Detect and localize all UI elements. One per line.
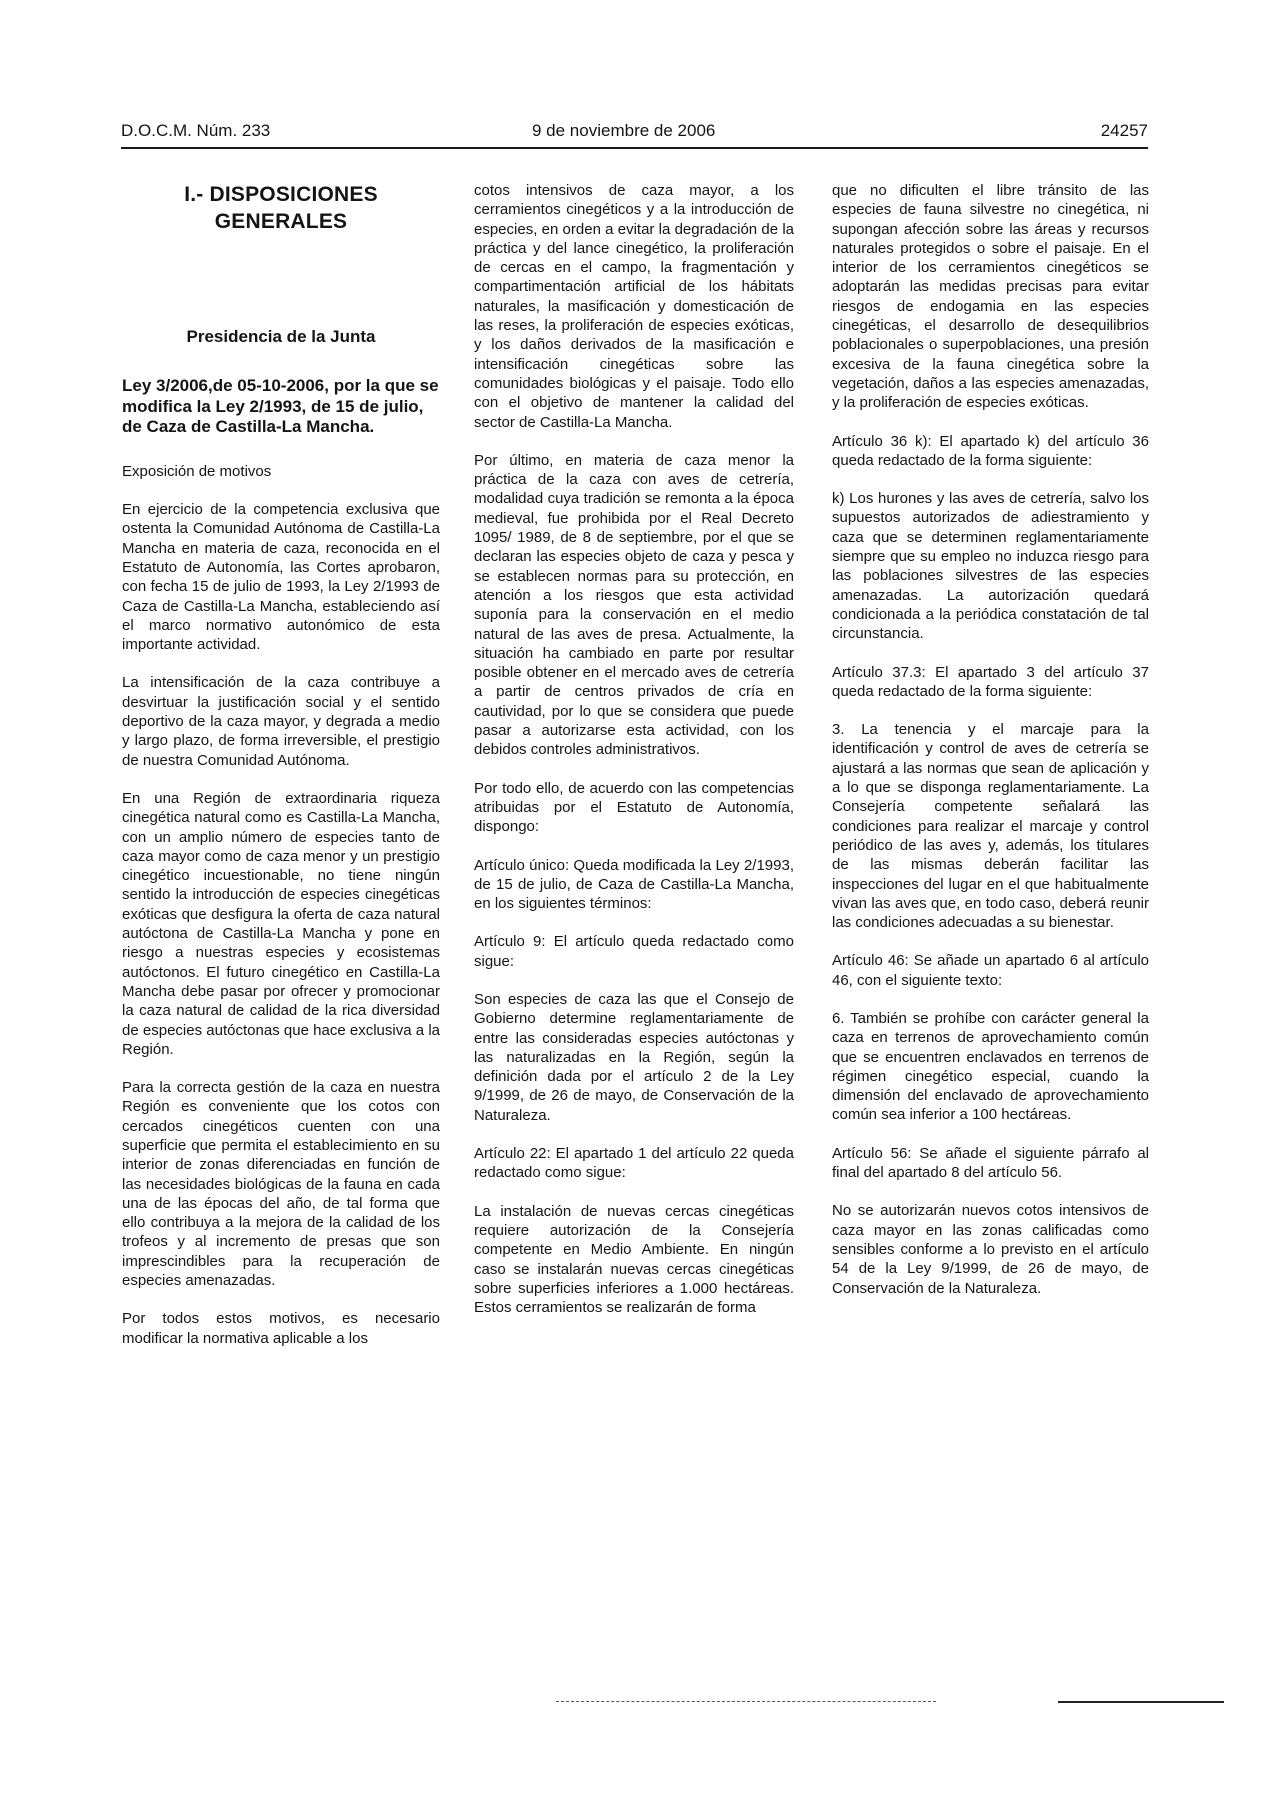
article-heading: Artículo 56: Se añade el siguiente párrafo al final del apartado 8 del artículo 56. xyxy=(832,1144,1149,1182)
paragraph: Para la correcta gestión de la caza en nuestra Región es conveniente que los cotos con cercados cinegéticos cuenten con una superficie que permita el establecimiento en su interior de zonas diferenciadas en función de las necesidades biológicas de la fauna en cada una de las épocas del año, de tal forma que ello contribuya a la mejora de la calidad de los trofeos y al incremento de presas que son imprescindibles para la recuperación de especies amenazadas. xyxy=(122,1079,440,1290)
page-header xyxy=(121,121,1148,149)
paragraph: que no dificulten el libre tránsito de las especies de fauna silvestre no cinegética, ni supongan afección sobre las áreas y recursos naturales protegidos o sobre el paisaje. En el interior de los cerramientos cinegéticos se adoptarán las medidas precisas para evitar riesgos de endogamia en las especies cinegéticas, el desarrollo de desequilibrios poblacionales o superpoblaciones, una presión excesiva de la fauna cinegética sobre la vegetación, daños a las especies amenazadas, y la proliferación de especies exóticas. xyxy=(832,182,1149,412)
paragraph: k) Los hurones y las aves de cetrería, salvo los supuestos autorizados de adiestramiento y caza que se determinen reglamentariamente siempre que su empleo no induzca riesgo para las poblaciones silvestres de las especies amenazadas. La autorización quedará condicionada a la periódica constatación de tal circunstancia. xyxy=(832,490,1149,643)
page-number: 24257 xyxy=(1100,121,1148,140)
footer-divider xyxy=(1058,1701,1224,1705)
issuer-heading: Presidencia de la Junta xyxy=(186,327,376,346)
article-heading: Artículo 36 k): El apartado k) del artículo 36 queda redactado de la forma siguiente: xyxy=(832,432,1149,469)
publication-date: 9 de noviembre de 2006 xyxy=(532,121,716,140)
section-title: I.- DISPOSICIONES GENERALES xyxy=(184,183,378,233)
paragraph: En una Región de extraordinaria riqueza cinegética natural como es Castilla-La Mancha, con un amplio número de especies tanto de caza mayor como de caza menor y un prestigio cinegético incuestionable, no tiene ningún sentido la introducción de especies cinegéticas exóticas que desfigura la oferta de caza natural autóctona de Castilla-La Mancha y pone en riesgo a nuestras especies y ecosistemas autóctonos. El futuro cinegético en Castilla-La Mancha debe pasar por ofrecer y promocionar la caza natural de calidad de la rica diversidad de especies autóctonas que hace exclusiva a la Región. xyxy=(122,789,440,1058)
paragraph: Por último, en materia de caza menor la práctica de la caza con aves de cetrería, modalidad cuya tradición se remonta a la época medieval, fue prohibida por el Real Decreto 1095/ 1989, de 8 de septiembre, por el que se declaran las especies objeto de caza y pesca y se establecen normas para su protección, en atención a los riesgos que esta actividad suponía para la conservación en el medio natural de las aves de presa. Actualmente, la situación ha cambiado en parte por resultar posible obtener en el mercado aves de cetrería a partir de centros privados de cría en cautividad, por lo que se considera que puede pasar a autorizarse esta actividad, con los debidos controles administrativos. xyxy=(474,451,794,759)
paragraph: 6. También se prohíbe con carácter general la caza en terrenos de aprovechamiento común que se encuentren enclavados en terrenos de régimen cinegético especial, cuando la dimensión del enclavado de aprovechamiento común sea inferior a 100 hectáreas. xyxy=(832,1009,1149,1124)
article-heading: Artículo 37.3: El apartado 3 del artículo 37 queda redactado de la forma siguiente: xyxy=(832,663,1149,700)
article-heading: Artículo 22: El apartado 1 del artículo 22 queda redactado como sigue: xyxy=(474,1145,794,1182)
paragraph: Por todo ello, de acuerdo con las competencias atribuidas por el Estatuto de Autonomía, dispongo: xyxy=(474,779,794,836)
exposicion-heading: Exposición de motivos xyxy=(122,462,272,480)
article-heading: Artículo 46: Se añade un apartado 6 al artículo 46, con el siguiente texto: xyxy=(832,952,1149,989)
article-heading: Artículo único: Queda modificada la Ley 2/1993, de 15 de julio, de Caza de Castilla-La Mancha, en los siguientes términos: xyxy=(474,856,794,913)
paragraph: La instalación de nuevas cercas cinegéticas requiere autorización de la Consejería competente en Medio Ambiente. En ningún caso se instalarán nuevas cercas cinegéticas sobre superficies inferiores a 1.000 hectáreas. Estos cerramientos se realizarán de forma xyxy=(474,1202,794,1317)
paragraph: No se autorizarán nuevos cotos intensivos de caza mayor en las zonas calificadas como sensibles conforme a lo previsto en el artículo 54 de la Ley 9/1999, de 26 de mayo, de Conservación de la Naturaleza. xyxy=(832,1202,1149,1297)
paragraph: 3. La tenencia y el marcaje para la identificación y control de aves de cetrería se ajustará a las normas que sean de aplicación y a lo que se disponga reglamentariamente. La Consejería competente señalará las condiciones para realizar el marcaje y control periódico de las aves y, además, los titulares de las mismas deberán facilitar las inspecciones del lugar en el que habitualmente vivan las aves que, en todo caso, deberá reunir las condiciones adecuadas a su bienestar. xyxy=(832,721,1149,932)
journal-issue: D.O.C.M. Núm. 233 xyxy=(121,121,271,140)
paragraph: cotos intensivos de caza mayor, a los cerramientos cinegéticos y a la introducción de especies, en orden a evitar la degradación de la práctica y del lance cinegético, la proliferación de cercas en el campo, la fragmentación y compartimentación artificial de los hábitats naturales, la masificación y domesticación de las reses, la proliferación de especies exóticas, y los daños derivados de la masificación e intensificación cinegéticas sobre las comunidades biológicas y el paisaje. Todo ello con el objetivo de mantener la calidad del sector de Castilla-La Mancha. xyxy=(474,182,794,431)
law-title: Ley 3/2006,de 05-10-2006, por la que se modifica la Ley 2/1993, de 15 de julio, de Caza de Castilla-La Mancha. xyxy=(122,376,439,437)
paragraph: Son especies de caza las que el Consejo de Gobierno determine reglamentariamente de entre las consideradas especies autóctonas y las naturalizadas en la Región, según la definición dada por el artículo 2 de la Ley 9/1999, de 26 de mayo, de Conservación de la Naturaleza. xyxy=(474,990,794,1124)
column-1 xyxy=(122,181,440,1367)
column-3 xyxy=(832,181,1149,1317)
paragraph: La intensificación de la caza contribuye a desvirtuar la justificación social y el sentido deportivo de la caza mayor, y degrada a medio y largo plazo, de forma irreversible, el prestigio de nuestra Comunidad Autónoma. xyxy=(122,674,440,769)
article-heading: Artículo 9: El artículo queda redactado como sigue: xyxy=(474,933,794,970)
footer-divider xyxy=(556,1701,936,1704)
paragraph: Por todos estos motivos, es necesario modificar la normativa aplicable a los xyxy=(122,1310,440,1347)
column-2 xyxy=(474,181,794,1336)
paragraph: En ejercicio de la competencia exclusiva que ostenta la Comunidad Autónoma de Castilla-La Mancha en materia de caza, reconocida en el Estatuto de Autonomía, las Cortes aprobaron, con fecha 15 de julio de 1993, la Ley 2/1993 de Caza de Castilla-La Mancha, estableciendo así el marco normativo autonómico de esta importante actividad. xyxy=(122,501,440,654)
